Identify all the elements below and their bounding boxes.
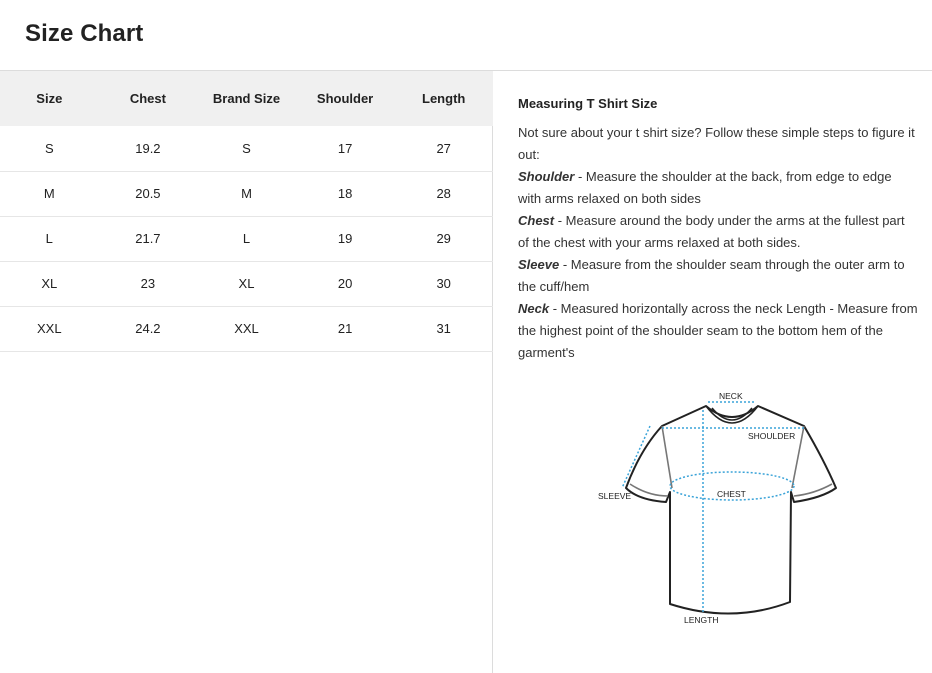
table-row [0,126,493,171]
length-label: LENGTH [684,615,719,625]
page-title: Size Chart [25,20,144,47]
table-row [0,216,493,261]
table-cell: XXL [197,306,296,351]
guide-step-chest [518,210,918,254]
table-cell: 20.5 [99,171,198,216]
table-cell: 30 [394,261,493,306]
guide-intro: Not sure about your t shirt size? Follow these simple steps to figure it out: [518,125,915,162]
column-header-chest: Chest [99,71,198,126]
guide-step-sleeve [518,254,918,298]
table-row [0,306,493,351]
guide-term: Sleeve [518,257,560,272]
table-cell: L [0,216,99,261]
table-cell: XXL [0,306,99,351]
column-header-shoulder: Shoulder [296,71,395,126]
table-cell: 19 [296,216,395,261]
table-cell: 23 [99,261,198,306]
table-row [0,171,493,216]
table-cell: S [0,126,99,171]
column-header-size: Size [0,71,99,126]
table-cell: 28 [394,171,493,216]
chest-label: CHEST [717,489,746,499]
table-header-row [0,71,493,126]
table-row [0,261,493,306]
sleeve-label: SLEEVE [598,491,632,501]
neck-label: NECK [719,391,743,401]
table-cell: 29 [394,216,493,261]
guide-text: - Measure from the shoulder seam through the outer arm to the cuff/hem [518,257,905,294]
guide-step-neck [518,298,918,364]
guide-title: Measuring T Shirt Size [518,96,658,111]
guide-term: Shoulder [518,169,575,184]
table-cell: 31 [394,306,493,351]
table-cell: 21.7 [99,216,198,261]
size-table [0,71,493,352]
table-cell: L [197,216,296,261]
table-cell: 19.2 [99,126,198,171]
tshirt-measurement-diagram [596,388,840,626]
guide-step-shoulder [518,166,918,210]
column-header-length: Length [394,71,493,126]
table-cell: S [197,126,296,171]
table-cell: 20 [296,261,395,306]
table-cell: M [0,171,99,216]
table-cell: XL [0,261,99,306]
table-cell: 24.2 [99,306,198,351]
column-header-brand-size: Brand Size [197,71,296,126]
size-table-panel [0,71,493,673]
table-cell: 17 [296,126,395,171]
guide-text: - Measure the shoulder at the back, from edge to edge with arms relaxed on both sides [518,169,892,206]
table-cell: 18 [296,171,395,216]
guide-term: Chest [518,213,555,228]
tshirt-outline [626,406,836,614]
table-cell: XL [197,261,296,306]
guide-text: - Measure around the body under the arms at the fullest part of the chest with your arms relaxed at both sides. [518,213,905,250]
guide-body [518,122,918,364]
table-cell: M [197,171,296,216]
table-cell: 27 [394,126,493,171]
shoulder-label: SHOULDER [748,431,796,441]
guide-text: - Measured horizontally across the neck Length - Measure from the highest point of the shoulder seam to the bottom hem of the garment's [518,301,918,360]
page-header [0,0,932,71]
table-cell: 21 [296,306,395,351]
guide-term: Neck [518,301,550,316]
